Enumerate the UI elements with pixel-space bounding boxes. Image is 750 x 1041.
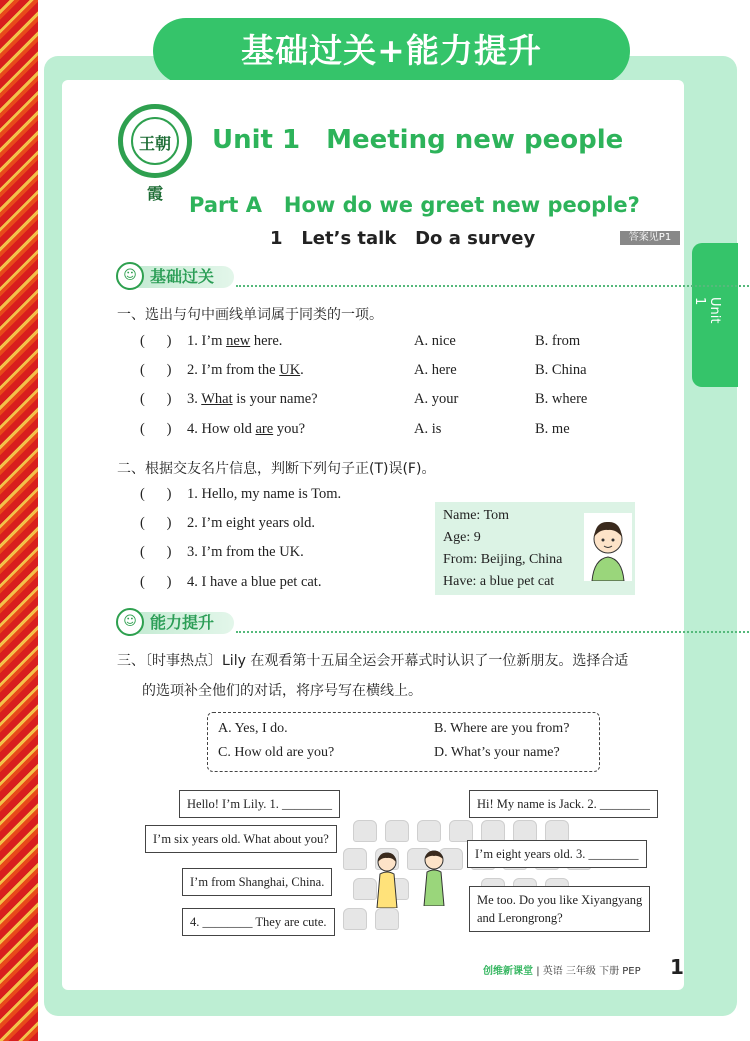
card-from: From: Beijing, China [443,552,563,567]
underlined-word: UK [279,362,301,378]
q2-item-1: 1. Hello, my name is Tom. [187,486,342,502]
section-ability-header [116,608,686,636]
seat [385,820,409,842]
option-a: A. your [414,391,459,407]
part-title: Part A How do we greet new people? [189,193,640,217]
q1-item-sentence [187,333,282,350]
seat [513,820,537,842]
question-3-heading-line1: 三、〔时事热点〕Lily 在观看第十五届全运会开幕式时认识了一位新朋友。选择合适 [117,653,629,669]
sentence-pre: I’m from the [201,362,280,378]
dotted-divider [236,285,750,287]
sentence-post: you? [273,421,305,437]
boy-portrait [584,513,632,581]
unit-side-tab[interactable] [692,243,738,387]
option-b: B. China [535,362,587,378]
section-basic-header [116,262,686,290]
unit-number: Unit 1 [212,125,301,155]
card-have: Have: a blue pet cat [443,574,555,589]
sentence-pre: How old [201,421,256,437]
q1-item-sentence [187,362,304,379]
option-a: A. here [414,362,457,378]
speech-bubble-lily-2: I’m six years old. What about you? [145,825,337,853]
option-a: A. nice [414,333,456,349]
speech-bubble-jack-2: I’m eight years old. 3. ________ [467,840,647,868]
question-3-heading-line2: 的选项补全他们的对话，将序号写在横线上。 [142,683,422,699]
choice-c: C. How old are you? [218,745,335,760]
seat [417,820,441,842]
footer-info [483,962,641,977]
question-2-heading: 二、根据交友名片信息，判断下列句子正(T)误(F)。 [117,461,436,477]
card-name: Name: Tom [443,508,510,523]
logo-text: 王朝霞 [138,134,171,203]
section-basic-label: 基础过关 [150,267,215,286]
footer-course: | 英语 三年级 下册 PEP [536,966,641,977]
mascot-icon: ☺ [116,608,144,636]
item-number: 4. [187,421,198,437]
option-b: B. from [535,333,581,349]
header-banner: 基础过关+能力提升 [153,18,630,84]
q1-item-sentence [187,421,305,438]
dotted-divider [236,631,750,633]
footer-brand: 创维新课堂 [483,966,533,977]
answer-blank[interactable]: ( ) [140,486,172,502]
choice-b: B. Where are you from? [434,721,570,736]
speech-bubble-lily-4: 4. ________ They are cute. [182,908,335,936]
girl-lily [372,850,402,908]
q2-item-3: 3. I’m from the UK. [187,544,304,560]
section-ability-label: 能力提升 [150,613,215,632]
jack-3-line-2: and Lerongrong? [477,911,563,925]
choice-d: D. What’s your name? [434,745,560,760]
decorative-left-strip [0,0,38,1041]
brand-logo [118,104,192,203]
speech-bubble-lily-3: I’m from Shanghai, China. [182,868,332,896]
answer-blank[interactable]: ( ) [140,391,172,407]
answer-blank[interactable]: ( ) [140,574,172,590]
underlined-word: new [226,333,251,349]
option-b: B. me [535,421,570,437]
answer-blank[interactable]: ( ) [140,544,172,560]
jack-3-line-1: Me too. Do you like Xiyangyang [477,893,643,907]
card-age: Age: 9 [443,530,481,545]
sentence-post: . [300,362,304,378]
seat [449,820,473,842]
question-1-heading: 一、选出与句中画线单词属于同类的一项。 [117,307,383,323]
logo-seal [131,117,179,203]
item-number: 3. [187,391,198,407]
boy-jack [419,848,449,906]
answer-blank[interactable]: ( ) [140,421,172,437]
unit-name: Meeting new people [326,125,624,155]
sentence-post: is your name? [232,391,318,407]
sentence-post: here. [250,333,283,349]
speech-bubble-jack-3 [469,886,650,932]
item-number: 2. [187,362,198,378]
mascot-icon: ☺ [116,262,144,290]
seat [481,820,505,842]
lesson-title: 1 Let’s talk Do a survey [270,228,536,249]
item-number: 1. [187,333,198,349]
seat [353,820,377,842]
seat [343,848,367,870]
answer-blank[interactable]: ( ) [140,333,172,349]
answer-blank[interactable]: ( ) [140,515,172,531]
side-tab-label: Unit 1 [692,297,722,324]
q2-item-2: 2. I’m eight years old. [187,515,316,531]
unit-title [212,125,623,155]
q1-item-sentence [187,391,318,408]
answer-reference-badge: 答案见P1 [620,231,680,245]
choices-box [207,712,600,772]
seat [343,908,367,930]
answer-blank[interactable]: ( ) [140,362,172,378]
option-a: A. is [414,421,442,437]
speech-bubble-jack-1: Hi! My name is Jack. 2. ________ [469,790,658,818]
underlined-word: are [255,421,274,437]
sentence-pre: I’m [201,333,227,349]
choice-a: A. Yes, I do. [218,721,288,736]
q2-item-4: 4. I have a blue pet cat. [187,574,322,590]
page-number: 1 [670,955,684,979]
speech-bubble-lily-1: Hello! I’m Lily. 1. ________ [179,790,340,818]
underlined-word: What [201,391,233,407]
option-b: B. where [535,391,588,407]
seat [375,908,399,930]
seat [545,820,569,842]
